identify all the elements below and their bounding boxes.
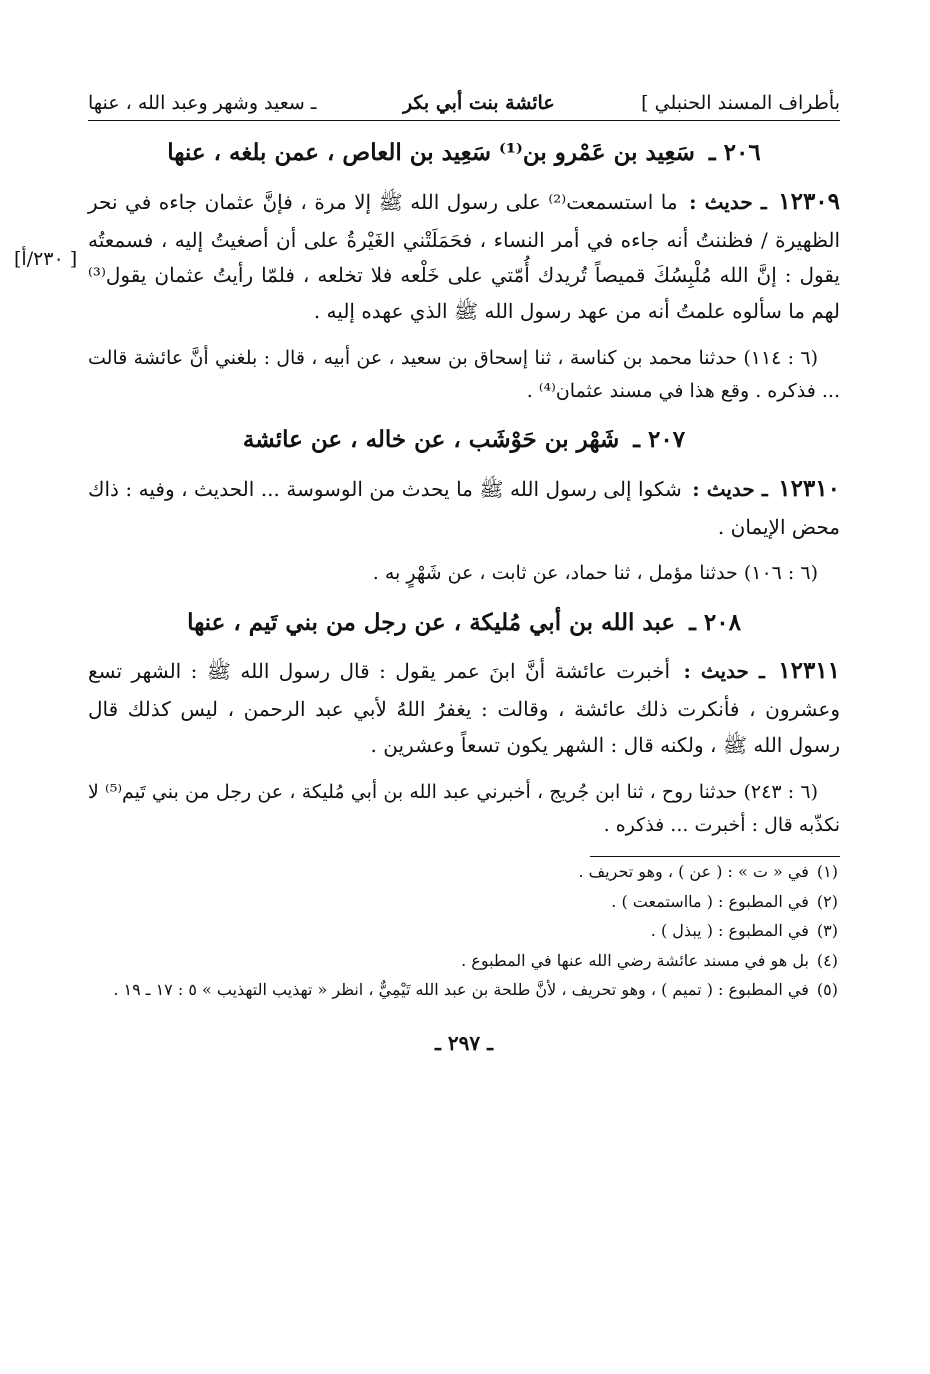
footnote-number: (٣) bbox=[816, 921, 838, 941]
hadith-number: ١٢٣١١ bbox=[778, 657, 841, 685]
section-number: ٢٠٦ ـ bbox=[708, 139, 761, 166]
hadith-label: ـ حديث : bbox=[683, 659, 765, 684]
header-middle: عائشة بنت أبي بكر bbox=[402, 92, 555, 114]
hadith-text: ما استسمعت⁽²⁾ على رسول الله ﷺ إلا مرة ، فإنَّ عثمان جاءه في نحر الظهيرة / فظننتُ أنه جاءه في أمر النساء ، فحَمَلَتْني الغَيْرةُ على أن أصغيتُ إليه ، فسمعتُه يقول : إنَّ الله مُلْبِسُكَ قميصاً تُريدك أُمّتي على خَلْعه فلا تخلعه ، فلمّا رأيتُ عثمان يقول⁽³⁾ لهم ما سألوه علمتُ أنه من عهد رسول الله ﷺ الذي عهده إليه . bbox=[88, 189, 840, 323]
isnad-12311: (٦ : ٢٤٣) حدثنا روح ، ثنا ابن جُريج ، أخبرني عبد الله بن أبي مُليكة ، عن رجل من بني تَيم⁽⁵⁾ لا نكذّبه قال : أخبرت ... فذكره . bbox=[88, 780, 840, 836]
footnote-number: (١) bbox=[816, 862, 838, 882]
footnote-3 bbox=[88, 916, 840, 946]
page-number: ـ ٢٩٧ ـ bbox=[435, 1030, 493, 1055]
running-header bbox=[88, 92, 840, 121]
hadith-12310 bbox=[88, 469, 840, 546]
footnote-text: بل هو في مسند عائشة رضي الله عنها في المطبوع . bbox=[461, 950, 809, 970]
footnote-text: في المطبوع : ( تميم ) ، وهو تحريف ، لأنَّ طلحة بن عبد الله تَيْمِيٌّ ، انظر « تهذيب التهذيب » ٥ : ١٧ ـ ١٩ . bbox=[113, 980, 809, 1000]
isnad-12309: (٦ : ١١٤) حدثنا محمد بن كناسة ، ثنا إسحاق بن سعيد ، عن أبيه ، قال : بلغني أنَّ عائشة قالت ... فذكره . وقع هذا في مسند عثمان⁽⁴⁾ . bbox=[88, 346, 840, 402]
isnad-12310: (٦ : ١٠٦) حدثنا مؤمل ، ثنا حماد، عن ثابت ، عن شَهْرٍ به . bbox=[372, 562, 818, 585]
footnotes bbox=[88, 856, 840, 1005]
section-heading: سَعِيد بن عَمْرو بن⁽¹⁾ سَعِيد بن العاص ، عمن بلغه ، عنها bbox=[167, 139, 695, 166]
footnote-number: (٤) bbox=[816, 950, 838, 970]
hadith-12311 bbox=[88, 651, 840, 763]
header-left: ـ سعيد وشهر وعبد الله ، عنها bbox=[88, 92, 317, 114]
hadith-number: ١٢٣٠٩ bbox=[778, 187, 841, 215]
section-number: ٢٠٨ ـ bbox=[689, 608, 741, 636]
header-right: بأطراف المسند الحنبلي ] bbox=[641, 92, 840, 114]
margin-folio-note: [ ٢٣٠/أ] bbox=[14, 248, 78, 270]
hadith-label: ـ حديث : bbox=[689, 189, 767, 214]
footnote-number: (٥) bbox=[816, 980, 838, 1000]
footnote-4 bbox=[88, 946, 840, 976]
footnote-5 bbox=[88, 975, 840, 1005]
footnote-text: في المطبوع : ( مااستمعت ) . bbox=[611, 891, 809, 911]
hadith-12309 bbox=[88, 182, 840, 330]
footnote-number: (٢) bbox=[816, 891, 838, 911]
section-title-206 bbox=[88, 135, 840, 172]
section-title-207 bbox=[88, 422, 840, 459]
footnote-text: في « ت » : ( عن ) ، وهو تحريف . bbox=[578, 862, 809, 882]
page-body bbox=[88, 92, 840, 1055]
section-heading: شَهْر بن حَوْشَب ، عن خاله ، عن عائشة bbox=[242, 426, 620, 454]
hadith-label: ـ حديث : bbox=[692, 476, 768, 501]
footnote-2 bbox=[88, 887, 840, 917]
hadith-text: أخبرت عائشة أنَّ ابنَ عمر يقول : قال رسول الله ﷺ : الشهر تسع وعشرون ، فأنكرت ذلك عائشة ، وقالت : يغفرُ اللهُ لأبي عبد الرحمن ، ليس كذلك قال رسول الله ﷺ ، ولكنه قال : الشهر يكون تسعاً وعشرين . bbox=[88, 659, 840, 757]
footnote-1 bbox=[88, 857, 840, 887]
section-title-208 bbox=[88, 605, 840, 642]
section-heading: عبد الله بن أبي مُليكة ، عن رجل من بني تَيم ، عنها bbox=[187, 608, 676, 636]
footnote-text: في المطبوع : ( يبذل ) . bbox=[650, 921, 809, 941]
hadith-number: ١٢٣١٠ bbox=[778, 474, 840, 502]
section-number: ٢٠٧ ـ bbox=[633, 426, 686, 454]
hadith-text: شكوا إلى رسول الله ﷺ ما يحدث من الوسوسة ... الحديث ، وفيه : ذاك محض الإيمان . bbox=[88, 476, 840, 539]
